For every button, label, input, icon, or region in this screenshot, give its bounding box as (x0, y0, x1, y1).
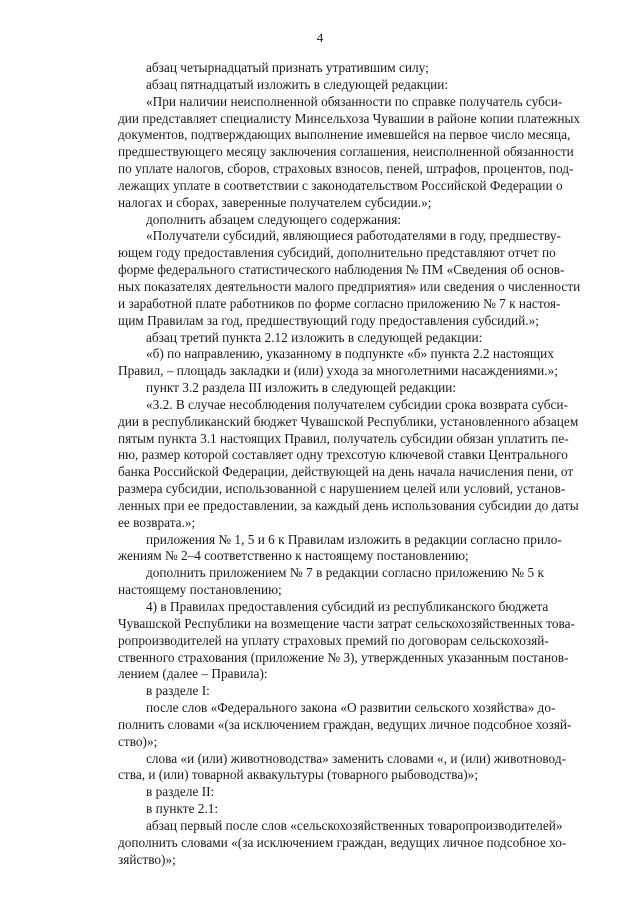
text-line: по уплате налогов, сборов, страховых взносов, пеней, штрафов, процентов, под- (118, 161, 574, 177)
text-line: ных показателях деятельности малого предприятия» или сведения о численности (118, 278, 581, 294)
text-line: приложения № 1, 5 и 6 к Правилам изложить в редакции согласно прило- (146, 531, 562, 547)
text-line: ропроизводителей на уплату страховых премий по договорам сельскохозяй- (118, 632, 549, 648)
text-line: налогах и сборах, заверенные получателем субсидии.»; (118, 194, 432, 210)
text-line: пункт 3.2 раздела III изложить в следующей редакции: (146, 380, 457, 396)
text-line: дополнить словами «(за исключением граждан, ведущих личное подсобное хо- (118, 834, 567, 850)
text-line: и заработной плате работников по форме согласно приложению № 7 к настоя- (118, 295, 561, 311)
text-line: абзац первый после слов «сельскохозяйственных товаропроизводителей» (146, 817, 563, 833)
text-line: абзац пятнадцатый изложить в следующей редакции: (146, 76, 449, 92)
text-line: слова «и (или) животноводства» заменить словами «, и (или) животновод- (146, 750, 567, 766)
text-line: ющем году предоставления субсидий, дополнительно представляют отчет по (118, 245, 556, 261)
text-line: ее возврата.»; (118, 514, 196, 530)
text-line: дополнить приложением № 7 в редакции согласно приложению № 5 к (146, 565, 544, 581)
text-line: Чувашской Республики на возмещение части затрат сельскохозяйственных това- (118, 615, 575, 631)
text-line: лением (далее – Правила): (118, 666, 268, 682)
text-line: пятым пункта 3.1 настоящих Правил, получатель субсидии обязан уплатить пе- (118, 430, 569, 446)
text-line: «б) по направлению, указанному в подпункте «б» пункта 2.2 настоящих (146, 346, 554, 362)
text-line: ства, и (или) товарной аквакультуры (товарного рыбоводства)»; (118, 767, 479, 783)
text-line: настоящему постановлению; (118, 582, 282, 598)
text-line: абзац четырнадцатый признать утратившим силу; (146, 60, 429, 75)
text-line: дии представляет специалисту Минсельхоза Чувашии в районе копии платежных (118, 110, 581, 126)
text-line: ню, размер которой составляет одну трехсотую ключевой ставки Центрального (118, 447, 568, 463)
text-line: дополнить абзацем следующего содержания: (146, 211, 402, 227)
text-line: лежащих уплате в соответствии с законодательством Российской Федерации о (118, 177, 563, 193)
text-line: ленных при ее предоставлении, за каждый день использования субсидии до даты (118, 497, 579, 513)
text-line: 4) в Правилах предоставления субсидий из республиканского бюджета (146, 599, 549, 614)
text-line: банка Российской Федерации, действующей на день начала начисления пени, от (118, 464, 574, 480)
text-line: размера субсидии, использованной с нарушением целей или условий, установ- (118, 481, 566, 497)
text-line: «Получатели субсидий, являющиеся работодателями в году, предшеству- (146, 228, 561, 244)
text-line: «При наличии неисполненной обязанности по справке получатель субси- (146, 93, 563, 109)
text-line: в пункте 2.1: (146, 801, 219, 817)
text-line: предшествующего месяцу заключения соглашения, неисполненной обязанности (118, 144, 574, 160)
document-body (118, 60, 581, 869)
text-line: документов, подтверждающих выполнение имевшейся на первое число месяца, (118, 127, 571, 143)
text-line: зяйство)»; (118, 851, 176, 867)
text-line: абзац третий пункта 2.12 изложить в следующей редакции: (146, 329, 483, 345)
text-line: щим Правилам за год, предшествующий году предоставления субсидий.»; (118, 312, 539, 328)
text-line: полнить словами «(за исключением граждан, ведущих личное подсобное хозяй- (118, 716, 572, 732)
text-line: в разделе II: (146, 784, 215, 800)
text-line: «3.2. В случае несоблюдения получателем субсидии срока возврата субси- (146, 396, 568, 412)
text-line: дии в республиканский бюджет Чувашской Республики, установленного абзацем (118, 413, 579, 429)
text-line: ство)»; (118, 733, 158, 749)
text-line: Правил, – площадь закладки и (или) ухода за многолетними насаждениями.»; (118, 363, 558, 379)
text-line: форме федерального статистического наблюдения № ПМ «Сведения об основ- (118, 262, 565, 278)
page-number: 4 (316, 30, 324, 45)
text-line: ственного страхования (приложение № 3), утвержденных указанным постанов- (118, 649, 569, 665)
text-line: жениям № 2–4 соответственно к настоящему постановлению; (118, 548, 469, 564)
text-line: после слов «Федерального закона «О развитии сельского хозяйства» до- (146, 700, 556, 716)
text-line: в разделе I: (146, 683, 210, 699)
